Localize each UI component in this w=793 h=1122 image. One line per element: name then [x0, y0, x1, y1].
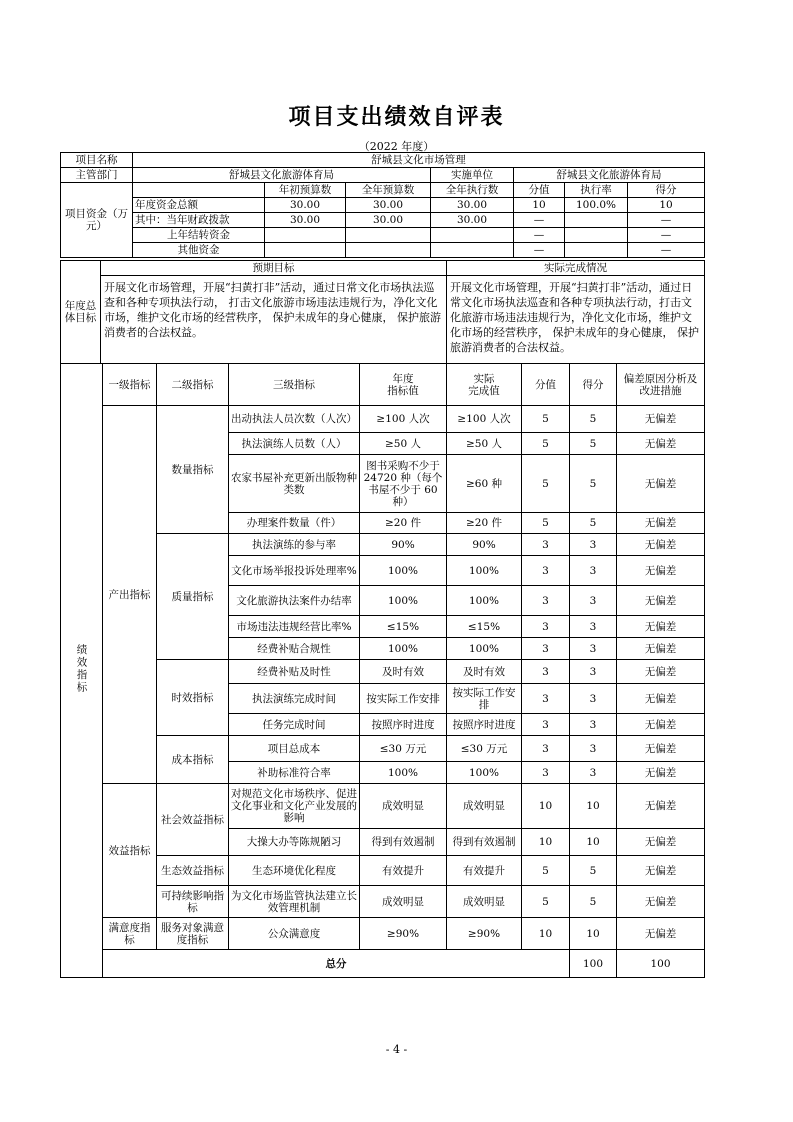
indicator-score-value: 5	[522, 455, 570, 513]
indicator-score-value: 10	[522, 918, 570, 950]
indicator-note: 无偏差	[617, 433, 705, 455]
funds-header: 全年执行数	[431, 183, 514, 198]
indicator-actual: ≥50 人	[447, 433, 522, 455]
indicator-note: 无偏差	[617, 762, 705, 784]
funds-cell: —	[514, 213, 565, 228]
indicator-name: 市场违法违规经营比率%	[229, 616, 360, 638]
indicator-actual: 100%	[447, 638, 522, 660]
actual-result-text: 开展文化市场管理，开展“扫黄打非”活动，通过日常文化市场执法巡查和各种专项执法行动，打击文化旅游市场违法违规行为，净化文化市场，维护文化市场的经营秩序， 保护未成年的身心健康， 保护旅游消费者的合法权益。	[447, 276, 705, 364]
impl-label: 实施单位	[431, 168, 514, 183]
dept-label: 主管部门	[61, 168, 133, 183]
expected-goal-header: 预期目标	[101, 261, 447, 276]
total-score-value: 100	[570, 950, 617, 978]
actual-result-header: 实际完成情况	[447, 261, 705, 276]
indicator-header: 年度 指标值	[360, 364, 447, 406]
indicator-name: 任务完成时间	[229, 714, 360, 736]
indicator-name: 补助标准符合率	[229, 762, 360, 784]
funds-cell: —	[628, 228, 705, 243]
funds-cell: 30.00	[346, 213, 431, 228]
level2-ecological: 生态效益指标	[157, 856, 229, 886]
indicator-actual: 100%	[447, 586, 522, 616]
indicator-name: 执法演练的参与率	[229, 534, 360, 556]
indicator-target: ≥100 人次	[360, 406, 447, 433]
level1-satisfaction: 满意度指标	[103, 918, 157, 950]
indicator-score-value: 5	[522, 886, 570, 918]
page-number: - 4 -	[385, 1043, 408, 1056]
indicator-note: 无偏差	[617, 556, 705, 586]
funds-cell: 10	[514, 198, 565, 213]
total-label: 总分	[103, 950, 570, 978]
funds-row-name: 其他资金	[133, 243, 265, 258]
indicator-note: 无偏差	[617, 784, 705, 829]
funds-header: 执行率	[565, 183, 628, 198]
indicator-note: 无偏差	[617, 660, 705, 684]
indicator-target: 100%	[360, 762, 447, 784]
funds-cell: —	[514, 243, 565, 258]
level1-output: 产出指标	[103, 406, 157, 784]
indicator-actual: 有效提升	[447, 856, 522, 886]
indicator-actual: 100%	[447, 762, 522, 784]
indicator-score-value: 3	[522, 684, 570, 714]
funds-header: 年初预算数	[265, 183, 346, 198]
indicator-score: 5	[570, 433, 617, 455]
funds-header: 全年预算数	[346, 183, 431, 198]
dept-name: 舒城县文化旅游体育局	[133, 168, 431, 183]
indicator-score-value: 3	[522, 534, 570, 556]
indicator-name: 对规范文化市场秩序、促进文化事业和文化产业发展的影响	[229, 784, 360, 829]
indicator-score: 3	[570, 714, 617, 736]
indicator-header: 偏差原因分析及 改进措施	[617, 364, 705, 406]
funds-cell: 30.00	[431, 213, 514, 228]
funds-table	[60, 152, 705, 258]
indicator-note: 无偏差	[617, 616, 705, 638]
funds-cell	[565, 243, 628, 258]
funds-cell	[431, 228, 514, 243]
indicators-table	[60, 363, 705, 978]
indicator-score: 3	[570, 586, 617, 616]
funds-cell: 100.0%	[565, 198, 628, 213]
indicator-actual: 得到有效遏制	[447, 829, 522, 856]
indicator-score: 3	[570, 616, 617, 638]
indicator-actual: ≤15%	[447, 616, 522, 638]
funds-row-name: 其中：当年财政拨款	[133, 213, 265, 228]
indicator-name: 项目总成本	[229, 736, 360, 762]
indicator-header: 分值	[522, 364, 570, 406]
indicator-actual: 及时有效	[447, 660, 522, 684]
indicator-note: 无偏差	[617, 856, 705, 886]
funds-header: 分值	[514, 183, 565, 198]
indicator-target: 图书采购不少于 24720 种（每个书屋不少于 60 种）	[360, 455, 447, 513]
indicator-target: 100%	[360, 586, 447, 616]
indicator-name: 公众满意度	[229, 918, 360, 950]
indicator-score: 3	[570, 556, 617, 586]
funds-cell	[346, 243, 431, 258]
page-title: 项目支出绩效自评表	[288, 105, 505, 130]
indicator-target: 成效明显	[360, 886, 447, 918]
indicator-note: 无偏差	[617, 406, 705, 433]
indicator-target: 90%	[360, 534, 447, 556]
indicator-name: 经费补贴及时性	[229, 660, 360, 684]
indicator-header: 实际 完成值	[447, 364, 522, 406]
funds-cell	[346, 228, 431, 243]
indicator-target: ≥20 件	[360, 513, 447, 534]
indicator-note: 无偏差	[617, 684, 705, 714]
indicator-actual: ≥60 种	[447, 455, 522, 513]
indicator-header: 二级指标	[157, 364, 229, 406]
funds-cell	[265, 228, 346, 243]
indicator-note: 无偏差	[617, 918, 705, 950]
indicator-target: 100%	[360, 638, 447, 660]
funds-cell: —	[628, 243, 705, 258]
indicator-score-value: 3	[522, 638, 570, 660]
indicator-score: 3	[570, 534, 617, 556]
indicator-score: 5	[570, 455, 617, 513]
indicator-target: 成效明显	[360, 784, 447, 829]
indicator-score: 10	[570, 784, 617, 829]
indicator-score-value: 3	[522, 616, 570, 638]
goals-label: 年度总体目标	[61, 261, 101, 364]
goals-table	[60, 260, 705, 364]
report-year: （2022 年度）	[358, 140, 435, 153]
indicator-score: 3	[570, 638, 617, 660]
total-score: 100	[617, 950, 705, 978]
indicator-target: ≥90%	[360, 918, 447, 950]
indicator-actual: 90%	[447, 534, 522, 556]
indicator-score-value: 3	[522, 556, 570, 586]
indicator-note: 无偏差	[617, 534, 705, 556]
indicator-actual: 100%	[447, 556, 522, 586]
indicator-score-value: 5	[522, 513, 570, 534]
indicator-score-value: 3	[522, 714, 570, 736]
indicator-note: 无偏差	[617, 886, 705, 918]
indicator-actual: 成效明显	[447, 886, 522, 918]
indicator-score-value: 5	[522, 406, 570, 433]
indicators-group-label: 绩效指标	[61, 364, 103, 978]
indicator-note: 无偏差	[617, 513, 705, 534]
indicator-score: 3	[570, 736, 617, 762]
indicator-name: 大操大办等陈规陋习	[229, 829, 360, 856]
indicator-score: 5	[570, 856, 617, 886]
indicator-score-value: 3	[522, 736, 570, 762]
indicator-actual: ≥20 件	[447, 513, 522, 534]
indicator-name: 执法演练完成时间	[229, 684, 360, 714]
indicator-score-value: 3	[522, 762, 570, 784]
indicator-note: 无偏差	[617, 586, 705, 616]
indicator-actual: ≥100 人次	[447, 406, 522, 433]
indicator-target: ≤15%	[360, 616, 447, 638]
level2-quantity: 数量指标	[157, 406, 229, 534]
funds-cell: 30.00	[265, 213, 346, 228]
indicator-actual: ≤30 万元	[447, 736, 522, 762]
funds-header: 得分	[628, 183, 705, 198]
indicator-target: 有效提升	[360, 856, 447, 886]
funds-cell	[265, 243, 346, 258]
indicator-score-value: 3	[522, 660, 570, 684]
funds-header-blank	[133, 183, 265, 198]
level2-service-satisfaction: 服务对象满意度指标	[157, 918, 229, 950]
indicator-score-value: 3	[522, 586, 570, 616]
level2-sustainable: 可持续影响指标	[157, 886, 229, 918]
funds-cell	[431, 243, 514, 258]
indicator-name: 为文化市场监管执法建立长效管理机制	[229, 886, 360, 918]
indicator-target: 及时有效	[360, 660, 447, 684]
indicator-header: 得分	[570, 364, 617, 406]
funds-cell: —	[514, 228, 565, 243]
funds-cell	[565, 213, 628, 228]
indicator-note: 无偏差	[617, 455, 705, 513]
indicator-score-value: 5	[522, 433, 570, 455]
funds-cell: 30.00	[431, 198, 514, 213]
indicator-name: 农家书屋补充更新出版物种类数	[229, 455, 360, 513]
indicator-score: 3	[570, 660, 617, 684]
indicator-target: ≤30 万元	[360, 736, 447, 762]
level2-quality: 质量指标	[157, 534, 229, 660]
indicator-header: 三级指标	[229, 364, 360, 406]
level2-social: 社会效益指标	[157, 784, 229, 856]
indicator-actual: 成效明显	[447, 784, 522, 829]
funds-cell: 30.00	[346, 198, 431, 213]
indicator-name: 出动执法人员次数（人次）	[229, 406, 360, 433]
indicator-note: 无偏差	[617, 714, 705, 736]
indicator-actual: 按照序时进度	[447, 714, 522, 736]
impl-name: 舒城县文化旅游体育局	[514, 168, 705, 183]
indicator-score: 10	[570, 829, 617, 856]
level2-cost: 成本指标	[157, 736, 229, 784]
indicator-name: 文化市场举报投诉处理率%	[229, 556, 360, 586]
indicator-score-value: 10	[522, 784, 570, 829]
indicator-score-value: 10	[522, 829, 570, 856]
indicator-score: 10	[570, 918, 617, 950]
funds-row-name: 年度资金总额	[133, 198, 265, 213]
project-name: 舒城县文化市场管理	[133, 153, 705, 168]
indicator-score: 3	[570, 762, 617, 784]
indicator-score-value: 5	[522, 856, 570, 886]
indicator-name: 文化旅游执法案件办结率	[229, 586, 360, 616]
funds-cell: 30.00	[265, 198, 346, 213]
indicator-actual: ≥90%	[447, 918, 522, 950]
funds-cell	[565, 228, 628, 243]
indicator-note: 无偏差	[617, 638, 705, 660]
indicator-target: 按照序时进度	[360, 714, 447, 736]
indicator-name: 经费补贴合规性	[229, 638, 360, 660]
funds-cell: —	[628, 213, 705, 228]
indicator-actual: 按实际工作安排	[447, 684, 522, 714]
indicator-note: 无偏差	[617, 829, 705, 856]
funds-row-name: 上年结转资金	[133, 228, 265, 243]
level1-effect: 效益指标	[103, 784, 157, 918]
level2-timeliness: 时效指标	[157, 660, 229, 736]
funds-label: 项目资金（万元）	[61, 183, 133, 258]
indicator-target: 100%	[360, 556, 447, 586]
indicator-target: 得到有效遏制	[360, 829, 447, 856]
indicator-score: 3	[570, 684, 617, 714]
funds-cell: 10	[628, 198, 705, 213]
indicator-score: 5	[570, 406, 617, 433]
project-name-label: 项目名称	[61, 153, 133, 168]
indicator-name: 执法演练人员数（人）	[229, 433, 360, 455]
indicator-score: 5	[570, 886, 617, 918]
indicator-target: 按实际工作安排	[360, 684, 447, 714]
indicator-header: 一级指标	[103, 364, 157, 406]
indicator-score: 5	[570, 513, 617, 534]
indicator-name: 办理案件数量（件）	[229, 513, 360, 534]
indicator-note: 无偏差	[617, 736, 705, 762]
expected-goal-text: 开展文化市场管理，开展“扫黄打非”活动，通过日常文化市场执法巡查和各种专项执法行动， 打击文化旅游市场违法违规行为，净化文化市场，维护文化市场的经营秩序， 保护未成年的身心健康， 保护旅游消费者的合法权益。	[101, 276, 447, 364]
indicator-target: ≥50 人	[360, 433, 447, 455]
indicator-name: 生态环境优化程度	[229, 856, 360, 886]
